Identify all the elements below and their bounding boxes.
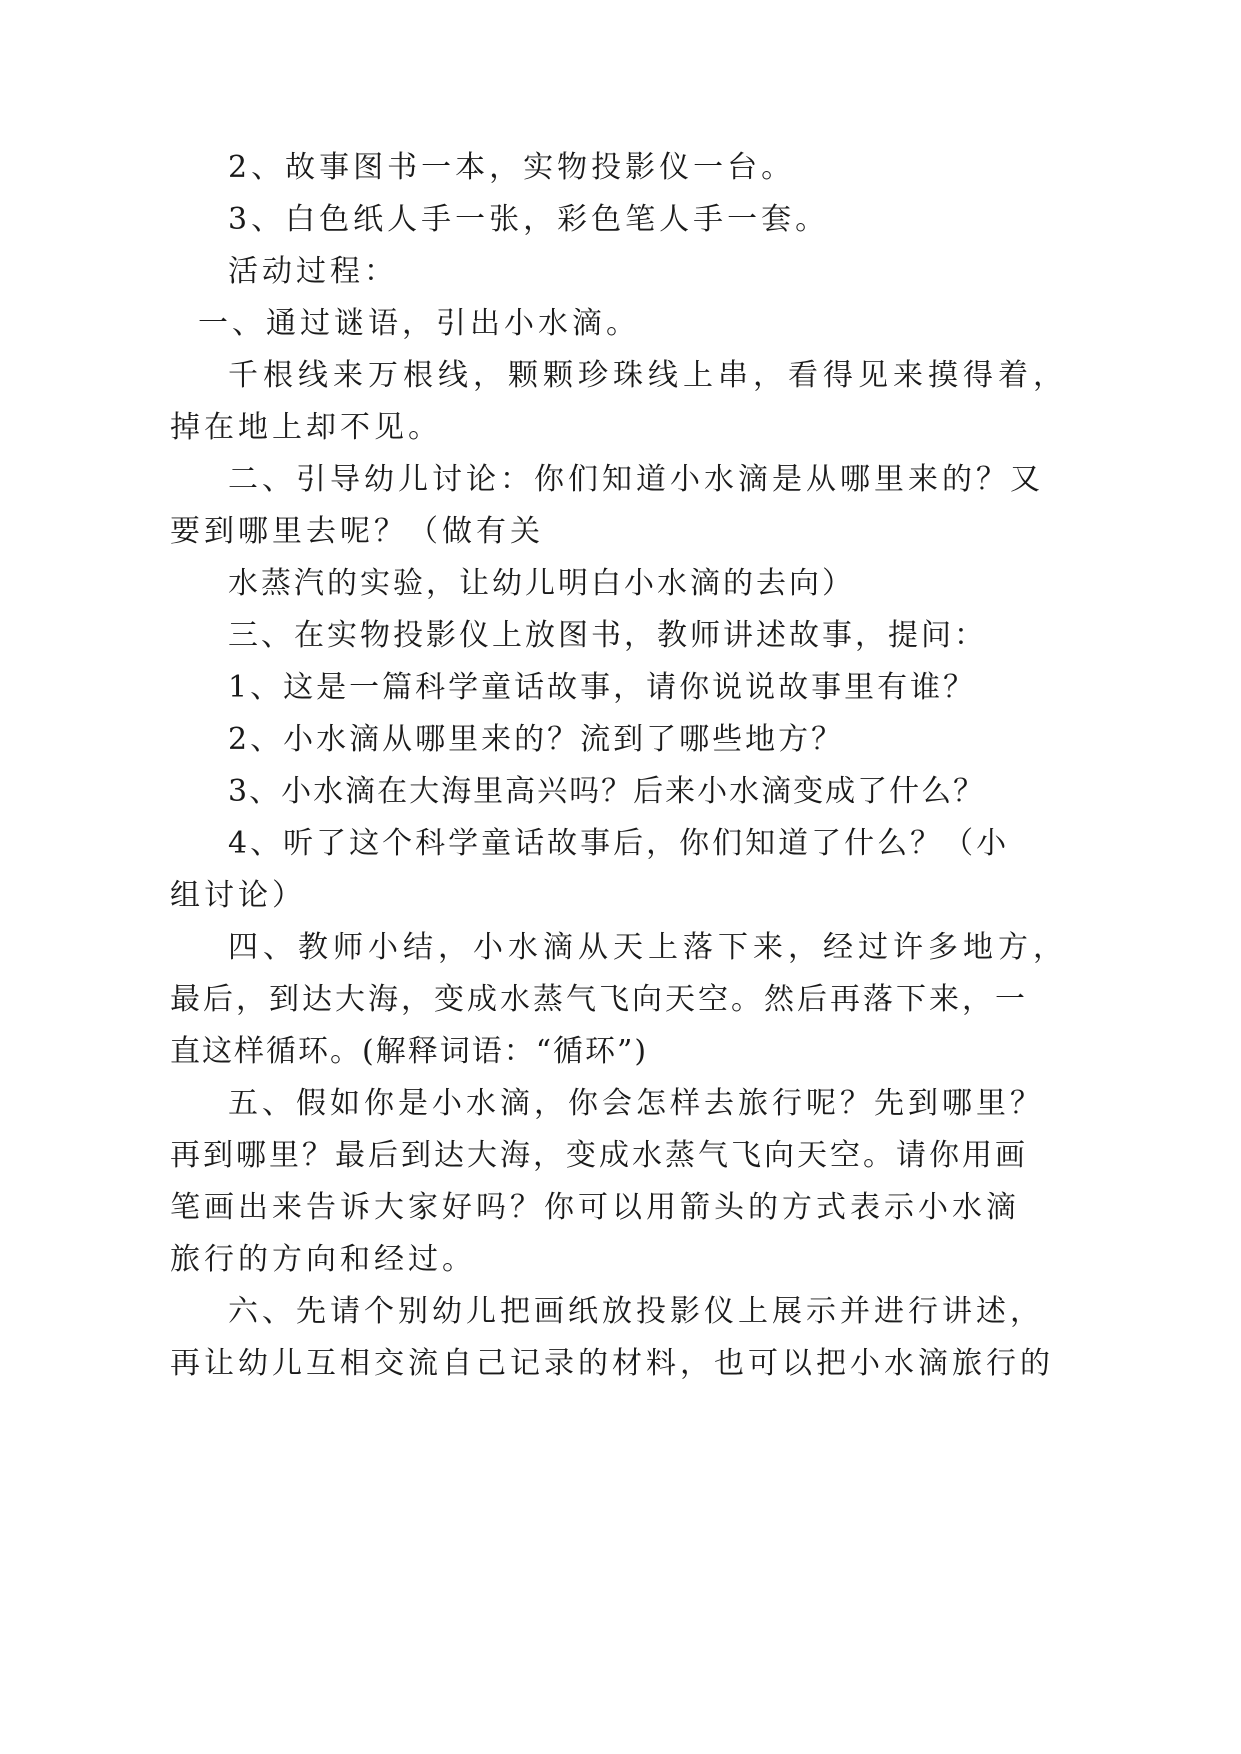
text-line: 直这样循环。(解释词语：“循环”) <box>170 1034 649 1069</box>
text-line: 再到哪里？最后到达大海，变成水蒸气飞向天空。请你用画 <box>170 1138 1028 1173</box>
text-line: 笔画出来告诉大家好吗？你可以用箭头的方式表示小水滴 <box>170 1190 1020 1225</box>
text-line: 再让幼儿互相交流自己记录的材料，也可以把小水滴旅行的 <box>170 1346 1054 1381</box>
text-line: 2、故事图书一本，实物投影仪一台。 <box>228 150 796 185</box>
text-line: 五、假如你是小水滴，你会怎样去旅行呢？先到哪里？ <box>228 1086 1044 1121</box>
text-line: 组讨论） <box>170 878 306 913</box>
text-line: 3、白色纸人手一张，彩色笔人手一套。 <box>228 202 830 237</box>
text-line: 一、通过谜语，引出小水滴。 <box>198 306 640 341</box>
text-line: 二、引导幼儿讨论：你们知道小水滴是从哪里来的？又 <box>228 462 1044 497</box>
text-line: 四、教师小结，小水滴从天上落下来，经过许多地方， <box>228 930 1068 965</box>
text-line: 最后，到达大海，变成水蒸气飞向天空。然后再落下来，一 <box>170 982 1028 1017</box>
text-line: 要到哪里去呢？（做有关 <box>170 514 544 549</box>
text-line: 旅行的方向和经过。 <box>170 1242 476 1277</box>
text-line: 1、这是一篇科学童话故事，请你说说故事里有谁？ <box>228 670 977 705</box>
text-line: 三、在实物投影仪上放图书，教师讲述故事，提问： <box>228 618 987 653</box>
text-line: 六、先请个别幼儿把画纸放投影仪上展示并进行讲述， <box>228 1294 1044 1329</box>
text-line: 千根线来万根线，颗颗珍珠线上串，看得见来摸得着， <box>228 358 1068 393</box>
text-line: 水蒸汽的实验，让幼儿明白小水滴的去向） <box>228 566 855 601</box>
text-line: 活动过程： <box>228 254 398 289</box>
text-line: 4、听了这个科学童话故事后，你们知道了什么？（小 <box>228 826 1010 861</box>
text-line: 3、小水滴在大海里高兴吗？后来小水滴变成了什么？ <box>228 774 986 809</box>
text-line: 2、小水滴从哪里来的？流到了哪些地方？ <box>228 722 845 757</box>
text-line: 掉在地上却不见。 <box>170 410 442 445</box>
